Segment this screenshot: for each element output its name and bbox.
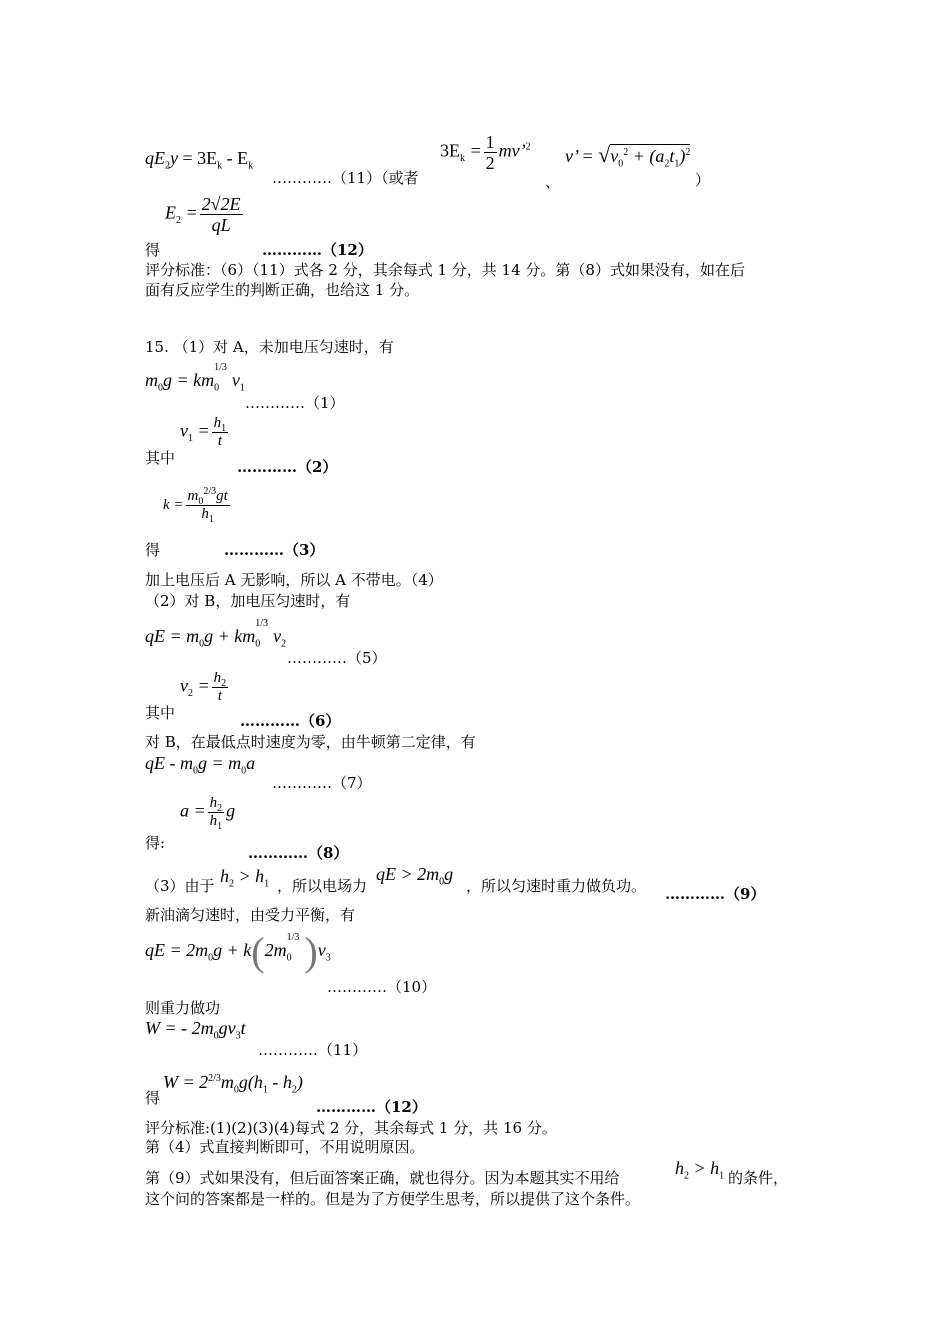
eq12-lhs: E [165,202,176,223]
part-3b: ，所以电场力 [277,877,368,895]
part-3c: ，所以匀速时重力做负功。 [466,877,647,895]
equation-1: $m_0g = km_0^{1/3}v_1$ [145,362,245,394]
alt2-lhs: v’ = [565,146,594,166]
equation-12-mark: …………（12） [262,241,373,259]
line-new-droplet: 新油滴匀速时，由受力平衡，有 [145,906,356,924]
alt1-num: 1 [485,132,495,152]
eq11-lhs: qE [145,148,165,168]
problem-15-intro: 15. （1）对 A，未加电压匀速时，有 [145,338,394,356]
score-15-line-1: 评分标准:(1)(2)(3)(4)每式 2 分，其余每式 1 分，共 16 分。 [145,1119,557,1137]
condition-qe: qE > $2m_0g$ [376,864,454,888]
close-paren: ） [695,171,711,189]
part-2-intro: （2）对 B，加电压匀速时，有 [145,592,351,610]
eq12-num: 2√2E [201,194,241,214]
equation-1-mark: …………（1） [245,394,345,412]
score-15-line-4: 这个问的答案都是一样的。但是为了方便学生思考，所以提供了这个条件。 [145,1190,641,1208]
part-3a: （3）由于 [145,877,215,895]
equation-11-mark: …………（11） [258,1041,368,1059]
equation-6: $v_2$ = $\frac{h_2}{t}$ [180,670,227,704]
equation-3: k = $\frac{m_0^{2/3}gt}{h_1}$ [163,486,228,525]
de-label-12: 得 [145,241,161,259]
equation-10-mark: …………（10） [327,978,437,996]
score-15-line-3b: 的条件， [728,1169,789,1187]
equation-9-mark: …………（9） [665,885,766,903]
qizhong-label-1: 其中 [145,449,176,467]
qizhong-label-2: 其中 [145,704,176,722]
equation-3-mark: …………（3） [224,541,325,559]
equation-7-mark: …………（7） [272,774,372,792]
comma-separator: 、 [545,173,561,191]
de-label-3: 得 [145,541,161,559]
scoring-line-1: 评分标准：（6）（11）式各 2 分，其余每式 1 分，共 14 分。第（8）式如果没有，如在后 [145,261,745,279]
equation-12-final: $W = 2^{2/3}m_0g(h_1 - h_2)$ [163,1072,303,1096]
line-work: 则重力做功 [145,999,221,1017]
de-label-8: 得: [145,834,166,852]
score-15-line-3a: 第（9）式如果没有，但后面答案正确，就也得分。因为本题其实不用给 [145,1169,620,1187]
equation-5-mark: …………（5） [287,649,387,667]
equation-5: qE = $m_0g + km_0^{1/3}v_2$ [145,618,287,650]
equation-11-mark: …………（11）（或者 [272,169,419,187]
alt1-rest: mv’ [498,140,526,161]
equation-2: $v_1$ = $\frac{h_1}{t}$ [180,415,227,449]
alt1-coef: 3E [440,140,460,161]
equation-2-mark: …………（2） [237,458,338,476]
alt2-inner: v [610,146,619,166]
de-label-12b: 得 [145,1089,161,1107]
eq11-rhs: = 3E [182,148,218,168]
alt-equation-1: $3E_k$ = $\frac{1}{2}$ mv’$^2$ [440,132,531,173]
eq12-den: qL [211,215,231,235]
condition-h2-gt-h1: $h_2 > h_1$ [220,866,270,890]
equation-11-main: $qE_2y = 3E_k - E_k$ [145,148,254,172]
alt-equation-2: v’ = $√v_0^2 + (a_2t_1)^2$ [565,142,691,170]
equation-8: a = $\frac{h_2}{h_1}$ g [180,795,236,832]
scoring-line-2: 面有反应学生的判断正确，也给这 1 分。 [145,281,420,299]
equation-8-mark: …………（8） [248,844,349,862]
equation-12b-mark: …………（12） [316,1098,427,1116]
line-4: 加上电压后 A 无影响，所以 A 不带电。（4） [145,571,443,589]
alt1-den: 2 [485,153,495,173]
equation-7: qE - $m_0g = m_0a$ [145,753,256,777]
equation-10: qE = $2m_0g + k(2m_0^{1/3}$ )$v_3$ [145,928,331,974]
alt2-plus: + (a [632,146,665,166]
equation-11: W = - $2m_0gv_3t$ [145,1018,246,1042]
eq11-tail: - E [222,148,249,168]
equation-12: $E_2$ = $\frac{2√2E}{qL}$ [165,194,241,235]
line-b: 对 B，在最低点时速度为零，由牛顿第二定律，有 [145,733,476,751]
score-condition-h2-gt-h1: $h_2 > h_1$ [675,1158,725,1182]
score-15-line-2: 第（4）式直接判断即可，不用说明原因。 [145,1138,425,1156]
equation-6-mark: …………（6） [240,712,341,730]
